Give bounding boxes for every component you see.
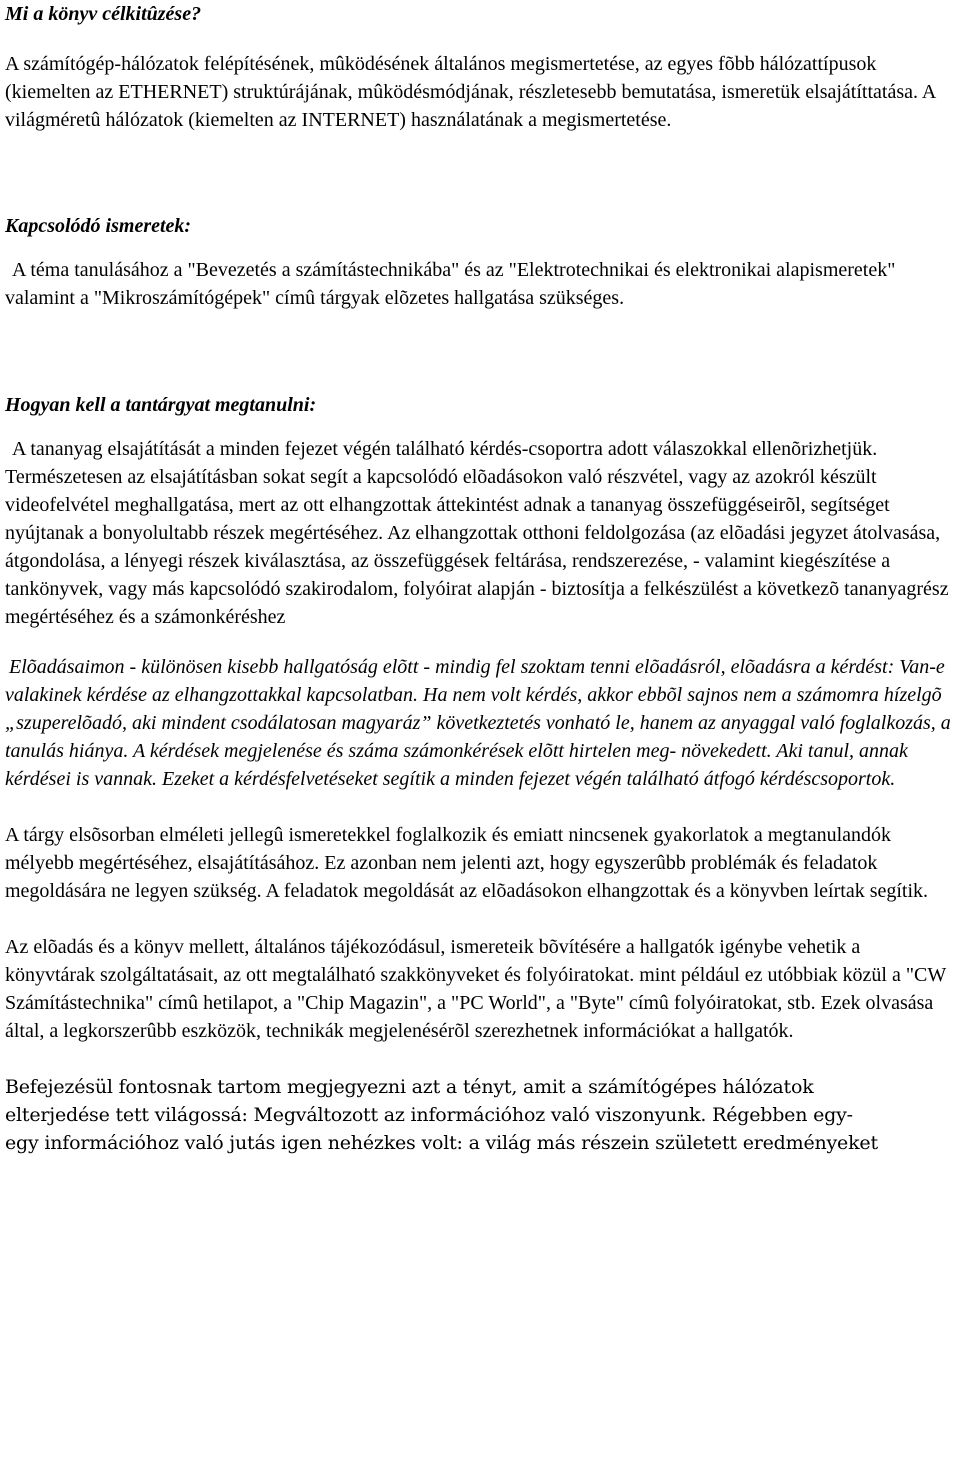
- section-heading-how-to-learn: Hogyan kell a tantárgyat megtanulni:: [5, 394, 317, 416]
- section-heading-goal: Mi a könyv célkitûzése?: [5, 3, 202, 25]
- paragraph-goal: A számítógép-hálózatok felépítésének, mûködésének általános megismertetése, az egyes fõbb hálózattípusok (kiemelten az ETHERNET) struktúrájának, mûködésmódjának, részletesebb bemutatása, ismeretük elsajátíttatása. A világméretû hálózatok (kiemelten az INTERNET) használatának a megismertetése.: [5, 53, 936, 131]
- conclusion-line: Befejezésül fontosnak tartom megjegyezni azt a tényt, amit a számítógépes hálózatok: [5, 1076, 814, 1098]
- paragraph-lecture-questions: Elõadásaimon - különösen kisebb hallgatóság elõtt - mindig fel szoktam tenni elõadásról, elõadásra a kérdést: Van-e valakinek kérdése az elhangzottakkal kapcsolatban. Ha nem volt kérdés, akkor ebbõl sajnos nem a számomra hízelgõ „szuperelõadó, aki mindent csodálatosan magyaráz” következtetés vonható le, hanem az anyaggal való foglalkozás, a tanulás hiánya. A kérdések megjelenése és száma számonkérések elõtt hirtelen meg- növekedett. Aki tanul, annak kérdései is vannak. Ezeket a kérdésfelvetéseket segítik a minden fejezet végén található átfogó kérdéscsoportok.: [5, 656, 951, 790]
- section-heading-related-knowledge: Kapcsolódó ismeretek:: [5, 215, 192, 237]
- paragraph-related-knowledge: A téma tanulásához a "Bevezetés a számítástechnikába" és az "Elektrotechnikai és elektronikai alapismeretek" valamint a "Mikroszámítógépek" címû tárgyak elõzetes hallgatása szükséges.: [5, 259, 896, 309]
- conclusion-line: egy információhoz való jutás igen nehézkes volt: a világ más részein született eredményeket: [5, 1132, 878, 1154]
- paragraph-learning-method: A tananyag elsajátítását a minden fejezet végén található kérdés-csoportra adott válaszokkal ellenõrizhetjük. Természetesen az elsajátításban sokat segít a kapcsolódó elõadásokon való részvétel, vagy az azokról készült videofelvétel meghallgatása, mert az ott elhangzottak áttekintést adnak a tananyag összefüggéseirõl, segítséget nyújtanak a bonyolultabb részek megértéséhez. Az elhangzottak otthoni feldolgozása (az elõadási jegyzet átolvasása, átgondolása, a lényegi részek kiválasztása, az összefüggések feltárása, rendszerezése, - valamint kiegészítése a tankönyvek, vagy más kapcsolódó szakirodalom, folyóirat alapján - biztosítja a felkészülést a következõ tananyagrész megértéséhez és a számonkéréshez: [5, 438, 949, 628]
- paragraph-library-resources: Az elõadás és a könyv mellett, általános tájékozódásul, ismereteik bõvítésére a hallgatók igénybe vehetik a könyvtárak szolgáltatásait, az ott megtalálható szakkönyveket és folyóiratokat. mint például ez utóbbiak közül a "CW Számítástechnika" címû hetilapot, a "Chip Magazin", a "PC World", a "Byte" címû folyóiratokat, stb. Ezek olvasása által, a legkorszerûbb eszközök, technikák megjelenésérõl szerezhetnek információkat a hallgatók.: [5, 936, 946, 1042]
- document-page: [5, 0, 953, 1157]
- paragraph-subject-nature: A tárgy elsõsorban elméleti jellegû ismeretekkel foglalkozik és emiatt nincsenek gyakorlatok a megtanulandók mélyebb megértéséhez, elsajátításához. Ez azonban nem jelenti azt, hogy egyszerûbb problémák és feladatok megoldására ne legyen szükség. A feladatok megoldását az elõadásokon elhangzottak és a könyvben leírtak segítik.: [5, 824, 929, 902]
- paragraph-conclusion: [5, 1073, 953, 1157]
- conclusion-line: elterjedése tett világossá: Megváltozott az információhoz való viszonyunk. Régebben egy-: [5, 1104, 853, 1126]
